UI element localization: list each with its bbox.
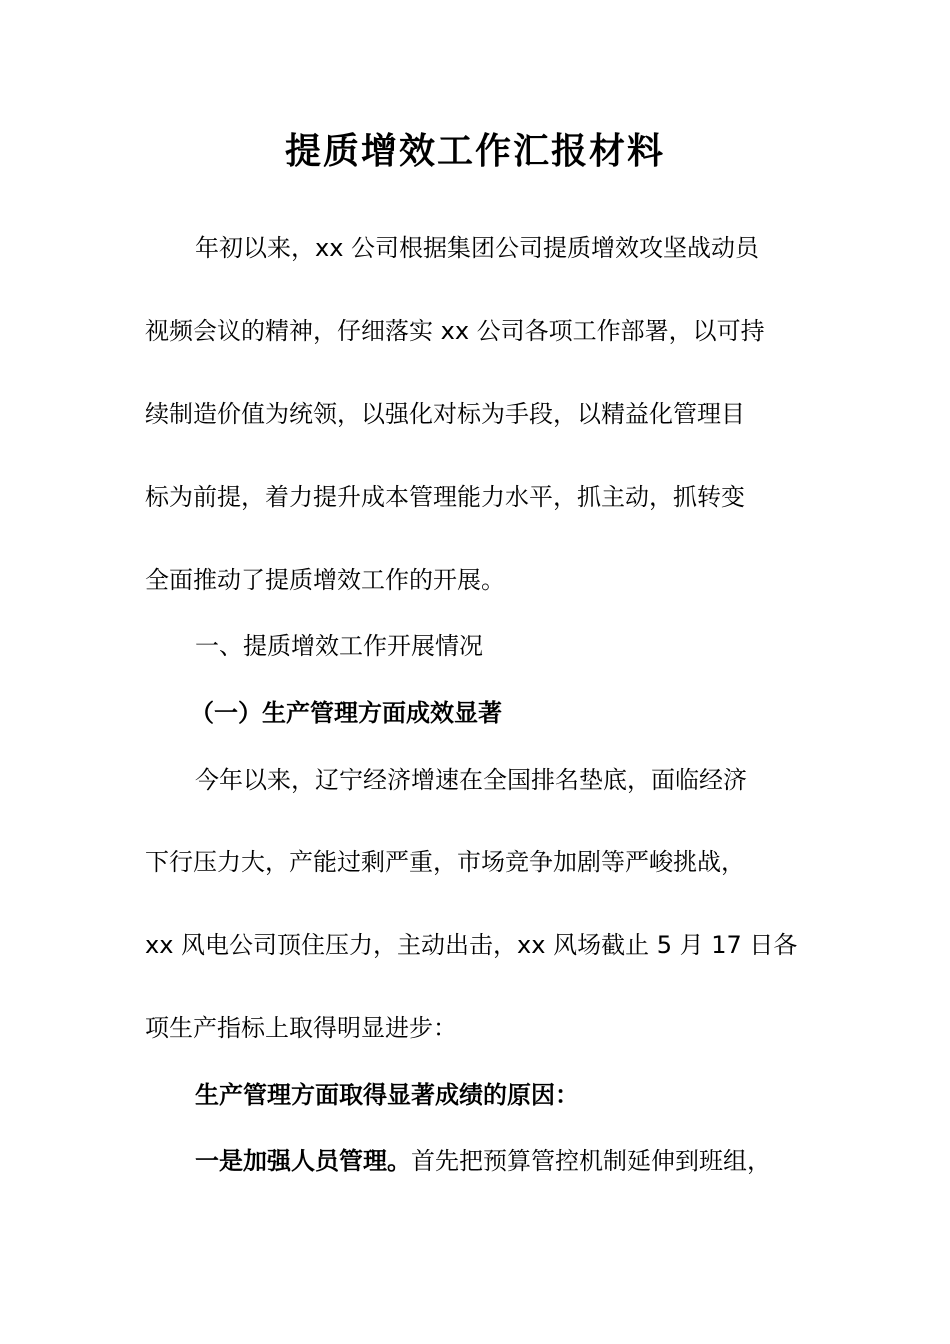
paragraph-line: xx 风电公司顶住压力，主动出击，xx 风场截止 5 月 17 日各	[145, 931, 798, 959]
paragraph-line: 下行压力大，产能过剩严重，市场竞争加剧等严峻挑战，	[145, 848, 745, 876]
paragraph-line: 全面推动了提质增效工作的开展。	[145, 566, 505, 594]
paragraph-line: 视频会议的精神，仔细落实 xx 公司各项工作部署，以可持	[145, 317, 765, 345]
point-one-lead: 一是加强人员管理。	[195, 1147, 411, 1175]
point-one-text: 首先把预算管控机制延伸到班组，	[411, 1147, 771, 1175]
section-heading: 一、提质增效工作开展情况	[195, 632, 483, 660]
paragraph-line: 续制造价值为统领，以强化对标为手段，以精益化管理目	[145, 400, 745, 428]
paragraph-line: 今年以来，辽宁经济增速在全国排名垫底，面临经济	[195, 766, 747, 794]
paragraph-line: 年初以来，xx 公司根据集团公司提质增效攻坚战动员	[195, 234, 760, 262]
reasons-heading: 生产管理方面取得显著成绩的原因：	[195, 1081, 579, 1109]
point-one-line	[195, 1141, 825, 1181]
paragraph-line: 项生产指标上取得明显进步：	[145, 1014, 457, 1042]
paragraph-line: 标为前提，着力提升成本管理能力水平，抓主动，抓转变	[145, 483, 745, 511]
document-title: 提质增效工作汇报材料	[284, 130, 665, 172]
subsection-heading: （一）生产管理方面成效显著	[190, 699, 502, 727]
